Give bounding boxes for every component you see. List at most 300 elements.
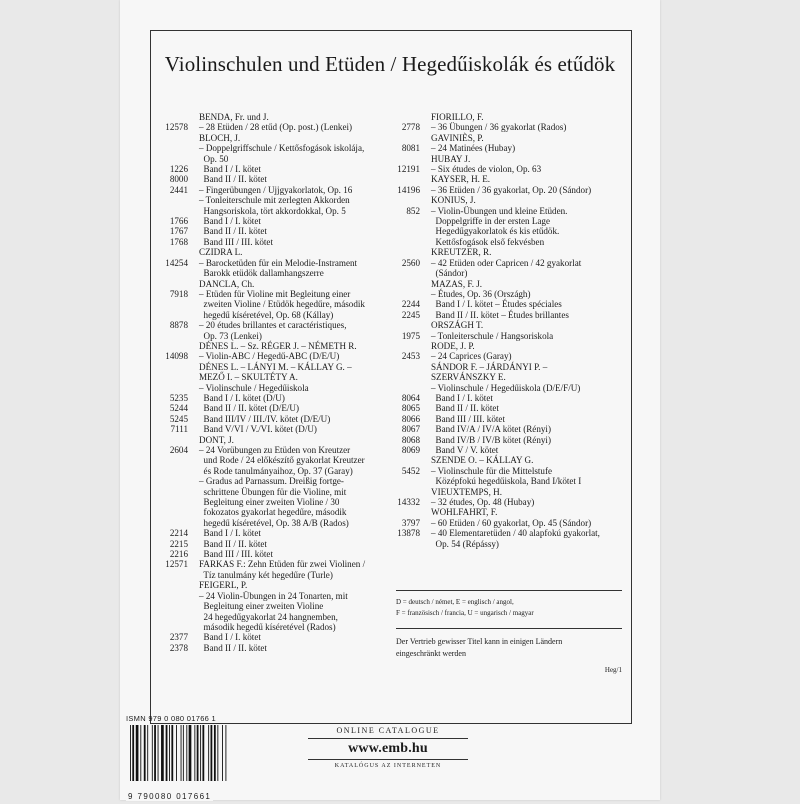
catalogue-number — [390, 341, 431, 351]
catalogue-entry — [390, 414, 632, 424]
barcode-block — [126, 714, 268, 804]
catalogue-entry — [158, 507, 394, 517]
catalogue-number: 7111 — [170, 424, 188, 435]
catalogue-number — [158, 154, 199, 164]
catalogue-entry — [390, 341, 632, 351]
catalogue-entry — [158, 154, 394, 164]
catalogue-subheading: KATALÓGUS AZ INTERNETEN — [308, 759, 468, 769]
catalogue-entry — [158, 424, 394, 434]
catalogue-text: Op. 50 — [199, 153, 229, 164]
catalogue-number — [390, 112, 431, 122]
catalogue-text: – 36 Etüden / 36 gyakorlat, Op. 20 (Sándor) — [431, 184, 592, 195]
catalogue-entry — [158, 518, 394, 528]
catalogue-text: Band I / I. kötet — [199, 528, 261, 539]
catalogue-entry — [158, 341, 394, 351]
catalogue-entry — [390, 351, 632, 361]
catalogue-entry — [158, 445, 394, 455]
catalogue-text: SZENDE O. – KÁLLAY G. — [431, 455, 534, 466]
catalogue-entry — [158, 372, 394, 382]
catalogue-text: CZIDRA L. — [199, 247, 243, 258]
catalogue-text: Band I / I. kötet – Études spéciales — [431, 299, 562, 310]
catalogue-text: – Violinschule / Hegedűiskola (D/E/F/U) — [431, 382, 581, 393]
catalogue-text: – 24 Vorübungen zu Etüden von Kreutzer — [199, 445, 351, 455]
catalogue-text: GAVINIÈS, P. — [431, 132, 484, 143]
catalogue-number — [390, 226, 431, 236]
catalogue-entry — [390, 455, 632, 465]
catalogue-number: 2453 — [401, 351, 420, 362]
catalogue-entry — [390, 143, 632, 153]
catalogue-text: – 24 Caprices (Garay) — [431, 351, 512, 362]
catalogue-page — [120, 0, 660, 800]
catalogue-text: – 42 Etüden oder Capricen / 42 gyakorlat — [431, 257, 582, 268]
catalogue-text: – 32 études, Op. 48 (Hubay) — [431, 497, 535, 508]
catalogue-entry — [158, 206, 394, 216]
left-column-list — [158, 112, 394, 653]
catalogue-text: BENDA, Fr. und J. — [199, 112, 269, 122]
catalogue-number: 2604 — [169, 445, 188, 455]
catalogue-entry — [158, 383, 394, 393]
catalogue-entry — [390, 268, 632, 278]
catalogue-number — [158, 612, 199, 622]
catalogue-text: Hegedűgyakorlatok és kis etűdök. — [431, 226, 560, 237]
catalogue-number: 2778 — [401, 122, 420, 133]
catalogue-number — [390, 154, 431, 164]
catalogue-number — [390, 268, 431, 278]
catalogue-entry — [390, 122, 632, 132]
catalogue-text: Band I / I. kötet (D/U) — [199, 392, 285, 403]
catalogue-entry — [158, 112, 394, 122]
catalogue-text: Op. 73 (Lenkei) — [199, 330, 262, 341]
catalogue-number — [158, 143, 199, 153]
catalogue-entry — [390, 174, 632, 184]
catalogue-number: 8064 — [401, 392, 420, 403]
catalogue-number: 14254 — [165, 257, 188, 268]
catalogue-number: 12571 — [165, 559, 188, 570]
catalogue-entry — [158, 299, 394, 309]
catalogue-text: FEIGERL, P. — [199, 580, 248, 591]
catalogue-url-link[interactable]: www.emb.hu — [348, 741, 428, 756]
catalogue-text: SÁNDOR F. – JÁRDÁNYI P. – — [431, 361, 548, 372]
catalogue-entry — [390, 507, 632, 517]
ismn-label: ISMN 979 0 080 01766 1 — [126, 714, 216, 723]
catalogue-text: FIORILLO, F. — [431, 112, 484, 122]
catalogue-entry — [390, 320, 632, 330]
catalogue-text: Band II / II. kötet — [199, 538, 267, 549]
catalogue-text: – 24 Matinées (Hubay) — [431, 143, 516, 154]
catalogue-text: Band IV/A / IV/A kötet (Rényi) — [431, 424, 551, 435]
catalogue-number: 2245 — [401, 309, 420, 320]
catalogue-number: 8066 — [401, 413, 420, 424]
catalogue-text: MEZŐ I. – SKULTÉTY A. — [199, 372, 298, 383]
catalogue-text: Band III / III. kötet — [199, 549, 273, 560]
catalogue-entry — [158, 279, 394, 289]
catalogue-text: Band I / I. kötet — [199, 216, 261, 227]
catalogue-number: 1975 — [401, 330, 420, 341]
catalogue-number — [158, 497, 199, 507]
catalogue-number: 8068 — [401, 434, 420, 445]
catalogue-number: 8069 — [401, 445, 420, 455]
catalogue-entry — [390, 393, 632, 403]
catalogue-number — [158, 206, 199, 216]
catalogue-text: Band II / II. kötet — [199, 226, 267, 237]
catalogue-entry — [390, 195, 632, 205]
catalogue-number — [158, 518, 199, 528]
catalogue-entry — [390, 518, 632, 528]
catalogue-number: 852 — [406, 205, 420, 216]
catalogue-text: hegedű kíséretével, Op. 38 A/B (Rados) — [199, 517, 349, 528]
catalogue-number: 5235 — [169, 392, 188, 403]
catalogue-text: második hegedű kíséretével (Rados) — [199, 621, 336, 632]
catalogue-number: 12578 — [165, 122, 188, 133]
catalogue-entry — [158, 591, 394, 601]
catalogue-text: schrittene Übungen für die Violine, mit — [199, 486, 347, 497]
catalogue-entry — [158, 289, 394, 299]
catalogue-text: Band V/VI / V./VI. kötet (D/U) — [199, 424, 317, 435]
catalogue-number — [390, 476, 431, 486]
catalogue-number — [158, 455, 199, 465]
catalogue-number — [158, 476, 199, 486]
catalogue-entry — [390, 310, 632, 320]
catalogue-number — [390, 362, 431, 372]
catalogue-number: 8878 — [169, 320, 188, 331]
catalogue-number — [158, 247, 199, 257]
catalogue-text: – Tonleiterschule mit zerlegten Akkorden — [199, 195, 350, 206]
catalogue-text: – Violinschule für die Mittelstufe — [431, 465, 553, 476]
catalogue-entry — [390, 476, 632, 486]
catalogue-number — [390, 487, 431, 497]
catalogue-text: Band II / II. kötet – Études brillantes — [431, 309, 569, 320]
catalogue-text: VIEUXTEMPS, H. — [431, 486, 502, 497]
catalogue-entry — [390, 466, 632, 476]
catalogue-entry — [158, 570, 394, 580]
catalogue-text: FARKAS F.: Zehn Etüden für zwei Violinen / — [199, 559, 366, 570]
catalogue-entry — [390, 299, 632, 309]
catalogue-text: – Doppelgriffschule / Kettősfogások iskolája, — [199, 143, 365, 154]
catalogue-number — [390, 216, 431, 226]
catalogue-entry — [390, 539, 632, 549]
catalogue-number — [158, 622, 199, 632]
catalogue-number — [390, 455, 431, 465]
catalogue-text: Kettősfogások első fekvésben — [431, 236, 545, 247]
catalogue-number — [158, 570, 199, 580]
catalogue-number: 7918 — [169, 288, 188, 299]
catalogue-text: DONT, J. — [199, 434, 234, 445]
catalogue-entry — [158, 320, 394, 330]
catalogue-number — [158, 487, 199, 497]
catalogue-text: und Rode / 24 előkészítő gyakorlat Kreutzer — [199, 455, 365, 466]
catalogue-number — [390, 507, 431, 517]
catalogue-entry — [390, 226, 632, 236]
online-catalogue-box — [308, 726, 468, 769]
catalogue-entry — [390, 289, 632, 299]
catalogue-entry — [158, 559, 394, 569]
catalogue-entry — [390, 279, 632, 289]
catalogue-entry — [158, 331, 394, 341]
catalogue-text: KAYSER, H. E. — [431, 174, 491, 185]
catalogue-number — [158, 341, 199, 351]
catalogue-text: – 36 Übungen / 36 gyakorlat (Rados) — [431, 122, 567, 133]
catalogue-entry — [390, 528, 632, 538]
catalogue-entry — [390, 487, 632, 497]
catalogue-text: WOHLFAHRT, F. — [431, 507, 498, 518]
catalogue-entry — [158, 185, 394, 195]
catalogue-number — [390, 133, 431, 143]
catalogue-entry — [158, 143, 394, 153]
catalogue-number: 2441 — [169, 184, 188, 195]
catalogue-text: – Barocketüden für ein Melodie-Instrament — [199, 257, 358, 268]
catalogue-number — [390, 237, 431, 247]
catalogue-text: – Violin-ABC / Hegedű-ABC (D/E/U) — [199, 351, 340, 362]
legend-line: D = deutsch / német, E = englisch / angol, — [396, 598, 514, 606]
catalogue-text: – Gradus ad Parnassum. Dreißig fortge- — [199, 476, 344, 487]
catalogue-text: RODE, J. P. — [431, 340, 475, 351]
catalogue-entry — [158, 466, 394, 476]
catalogue-heading: ONLINE CATALOGUE — [308, 726, 468, 739]
catalogue-entry — [158, 539, 394, 549]
catalogue-text: – Tonleiterschule / Hangsoriskola — [431, 330, 554, 341]
catalogue-entry — [158, 164, 394, 174]
catalogue-entry — [158, 528, 394, 538]
catalogue-entry — [390, 372, 632, 382]
catalogue-entry — [390, 216, 632, 226]
catalogue-entry — [390, 154, 632, 164]
catalogue-text: Op. 54 (Répássy) — [431, 538, 499, 549]
catalogue-text: 24 hegedűgyakorlat 24 hangnemben, — [199, 611, 338, 622]
catalogue-text: – 40 Elementaretüden / 40 alapfokú gyakorlat, — [431, 528, 600, 539]
catalogue-text: Band III/IV / III./IV. kötet (D/E/U) — [199, 413, 331, 424]
catalogue-number — [158, 112, 199, 122]
catalogue-text: Band II / II. kötet — [199, 642, 267, 653]
catalogue-text: fokozatos gyakorlat hegedűre, második — [199, 507, 347, 518]
catalogue-entry — [158, 601, 394, 611]
catalogue-number — [158, 362, 199, 372]
catalogue-number — [158, 310, 199, 320]
catalogue-text: BLOCH, J. — [199, 132, 241, 143]
catalogue-entry — [158, 487, 394, 497]
catalogue-text: – Fingerübungen / Ujjgyakorlatok, Op. 16 — [199, 184, 353, 195]
catalogue-number — [158, 383, 199, 393]
catalogue-number — [390, 539, 431, 549]
catalogue-entry — [158, 258, 394, 268]
catalogue-number: 5245 — [169, 413, 188, 424]
catalogue-text: – 60 Etüden / 60 gyakorlat, Op. 45 (Sándor) — [431, 517, 592, 528]
catalogue-text: Band IV/B / IV/B kötet (Rényi) — [431, 434, 551, 445]
catalogue-entry — [390, 362, 632, 372]
catalogue-entry — [158, 310, 394, 320]
catalogue-text: – Violinschule / Hegedűiskola — [199, 382, 309, 393]
catalogue-text: Band III / III. kötet — [431, 413, 505, 424]
catalogue-text: – Etüden für Violine mit Begleitung einer — [199, 288, 351, 299]
catalogue-number: 3797 — [401, 517, 420, 528]
catalogue-text: Band I / I. kötet — [431, 392, 493, 403]
catalogue-number: 1768 — [169, 236, 188, 247]
catalogue-entry — [158, 237, 394, 247]
catalogue-entry — [158, 632, 394, 642]
catalogue-entry — [158, 643, 394, 653]
catalogue-number: 1766 — [169, 216, 188, 227]
catalogue-number — [390, 383, 431, 393]
right-column-list — [390, 112, 632, 549]
catalogue-number — [158, 372, 199, 382]
catalogue-entry — [390, 445, 632, 455]
catalogue-text: SZERVÁNSZKY E. — [431, 372, 506, 383]
catalogue-entry — [158, 476, 394, 486]
catalogue-entry — [390, 206, 632, 216]
catalogue-entry — [390, 331, 632, 341]
catalogue-text: ORSZÁGH T. — [431, 320, 484, 331]
catalogue-text: DÉNES L. – Sz. RÉGER J. – NÉMETH R. — [199, 340, 357, 351]
catalogue-number: 13878 — [397, 528, 420, 539]
catalogue-entry — [390, 237, 632, 247]
legend-line: F = französisch / francia, U = ungarisch / magyar — [396, 608, 534, 617]
catalogue-number: 8065 — [401, 403, 420, 414]
catalogue-entry — [390, 247, 632, 257]
note-line: Der Vertrieb gewisser Titel kann in einigen Ländern — [396, 637, 563, 646]
catalogue-text: Band II / II. kötet — [431, 403, 499, 414]
catalogue-number — [158, 435, 199, 445]
catalogue-text: – Études, Op. 36 (Országh) — [431, 288, 531, 299]
catalogue-number — [390, 320, 431, 330]
catalogue-text: – Violin-Übungen und kleine Etüden. — [431, 205, 568, 216]
catalogue-number — [390, 289, 431, 299]
catalogue-text: – 24 Violin-Übungen in 24 Tonarten, mit — [199, 590, 348, 601]
catalogue-text: Band I / I. kötet — [199, 632, 261, 643]
catalogue-text: és Rode tanulmányaihoz, Op. 37 (Garay) — [199, 465, 353, 476]
catalogue-number — [158, 195, 199, 205]
catalogue-number — [158, 331, 199, 341]
catalogue-number — [158, 591, 199, 601]
catalogue-number: 14196 — [397, 184, 420, 195]
catalogue-text: Band V / V. kötet — [431, 445, 499, 455]
catalogue-text: hegedű kíséretével, Op. 68 (Kállay) — [199, 309, 334, 320]
catalogue-text: DANCLA, Ch. — [199, 278, 255, 289]
catalogue-entry — [390, 424, 632, 434]
catalogue-text: Tíz tanulmány két hegedűre (Turle) — [199, 569, 333, 580]
catalogue-number: 2244 — [401, 299, 420, 310]
catalogue-number: 2215 — [169, 538, 188, 549]
ean-number: 9 790080 017661 — [128, 792, 212, 801]
catalogue-text: KONIUS, J. — [431, 195, 476, 206]
catalogue-number — [390, 174, 431, 184]
catalogue-number — [158, 507, 199, 517]
catalogue-text: MAZAS, F. J. — [431, 278, 483, 289]
catalogue-text: Hangsoriskola, tört akkordokkal, Op. 5 — [199, 205, 346, 216]
catalogue-entry — [158, 247, 394, 257]
catalogue-text: Begleitung einer zweiten Violine / 30 — [199, 497, 340, 508]
catalogue-text: zweiten Violine / Etüdök hegedűre, második — [199, 299, 365, 310]
catalogue-text: HUBAY J. — [431, 153, 471, 164]
catalogue-entry — [390, 258, 632, 268]
catalogue-entry — [158, 497, 394, 507]
catalogue-text: – 20 études brillantes et caractéristiques, — [199, 320, 347, 331]
catalogue-text: Doppelgriffe in der ersten Lage — [431, 216, 551, 227]
catalogue-number: 1226 — [169, 164, 188, 175]
catalogue-number: 2214 — [169, 528, 188, 539]
catalogue-number — [390, 372, 431, 382]
catalogue-number: 14098 — [165, 351, 188, 362]
catalogue-entry — [158, 216, 394, 226]
catalogue-number: 14332 — [397, 497, 420, 508]
catalogue-number: 12191 — [397, 164, 420, 175]
catalogue-number — [158, 133, 199, 143]
catalogue-entry — [158, 195, 394, 205]
barcode-icon — [126, 725, 268, 781]
catalogue-text: Középfokú hegedűiskola, Band I/kötet I — [431, 476, 582, 487]
catalogue-text: – 28 Etüden / 28 etűd (Op. post.) (Lenkei) — [199, 122, 353, 133]
language-legend — [396, 590, 622, 618]
catalogue-number: 5244 — [169, 403, 188, 414]
catalogue-entry — [390, 112, 632, 122]
catalogue-entry — [390, 383, 632, 393]
catalogue-entry — [158, 362, 394, 372]
catalogue-number — [158, 268, 199, 278]
catalogue-entry — [158, 122, 394, 132]
catalogue-text: Begleitung einer zweiten Violine — [199, 601, 324, 612]
catalogue-number — [390, 279, 431, 289]
catalogue-code: Heg/1 — [604, 666, 622, 674]
catalogue-entry — [158, 403, 394, 413]
catalogue-entry — [158, 174, 394, 184]
catalogue-entry — [158, 133, 394, 143]
distribution-note — [396, 628, 622, 660]
catalogue-number — [158, 601, 199, 611]
catalogue-text: KREUTZER, R. — [431, 247, 492, 258]
catalogue-text: (Sándor) — [431, 268, 468, 279]
catalogue-entry — [158, 622, 394, 632]
catalogue-entry — [158, 393, 394, 403]
catalogue-number — [158, 299, 199, 309]
catalogue-number — [158, 279, 199, 289]
catalogue-entry — [390, 403, 632, 413]
catalogue-entry — [158, 414, 394, 424]
catalogue-number: 5452 — [401, 465, 420, 476]
catalogue-entry — [158, 435, 394, 445]
catalogue-entry — [158, 549, 394, 559]
catalogue-number: 8000 — [169, 174, 188, 185]
catalogue-number — [390, 195, 431, 205]
catalogue-entry — [158, 455, 394, 465]
catalogue-entry — [390, 164, 632, 174]
catalogue-entry — [390, 435, 632, 445]
catalogue-number: 8067 — [401, 424, 420, 435]
catalogue-entry — [158, 612, 394, 622]
page-title: Violinschulen und Etüden / Hegedűiskolák és etűdök — [164, 52, 616, 76]
catalogue-number: 2216 — [169, 549, 188, 560]
catalogue-text: Band II / II. kötet — [199, 174, 267, 185]
catalogue-text: Barokk etüdök dallamhangszerre — [199, 268, 324, 279]
catalogue-number — [390, 247, 431, 257]
catalogue-entry — [390, 185, 632, 195]
catalogue-text: – Six études de violon, Op. 63 — [431, 164, 542, 175]
catalogue-number: 1767 — [169, 226, 188, 237]
catalogue-number: 2377 — [169, 632, 188, 643]
catalogue-entry — [390, 133, 632, 143]
catalogue-text: Band I / I. kötet — [199, 164, 261, 175]
catalogue-number — [158, 466, 199, 476]
catalogue-text: DÉNES L. – LÁNYI M. – KÁLLAY G. – — [199, 361, 352, 372]
catalogue-entry — [158, 268, 394, 278]
catalogue-text: Band III / III. kötet — [199, 236, 273, 247]
catalogue-number — [158, 580, 199, 590]
catalogue-number: 2560 — [401, 257, 420, 268]
catalogue-entry — [390, 497, 632, 507]
catalogue-entry — [158, 580, 394, 590]
catalogue-entry — [158, 351, 394, 361]
catalogue-entry — [158, 226, 394, 236]
note-line: eingeschränkt werden — [396, 649, 466, 658]
catalogue-number: 8081 — [401, 143, 420, 154]
catalogue-text: Band II / II. kötet (D/E/U) — [199, 403, 300, 414]
